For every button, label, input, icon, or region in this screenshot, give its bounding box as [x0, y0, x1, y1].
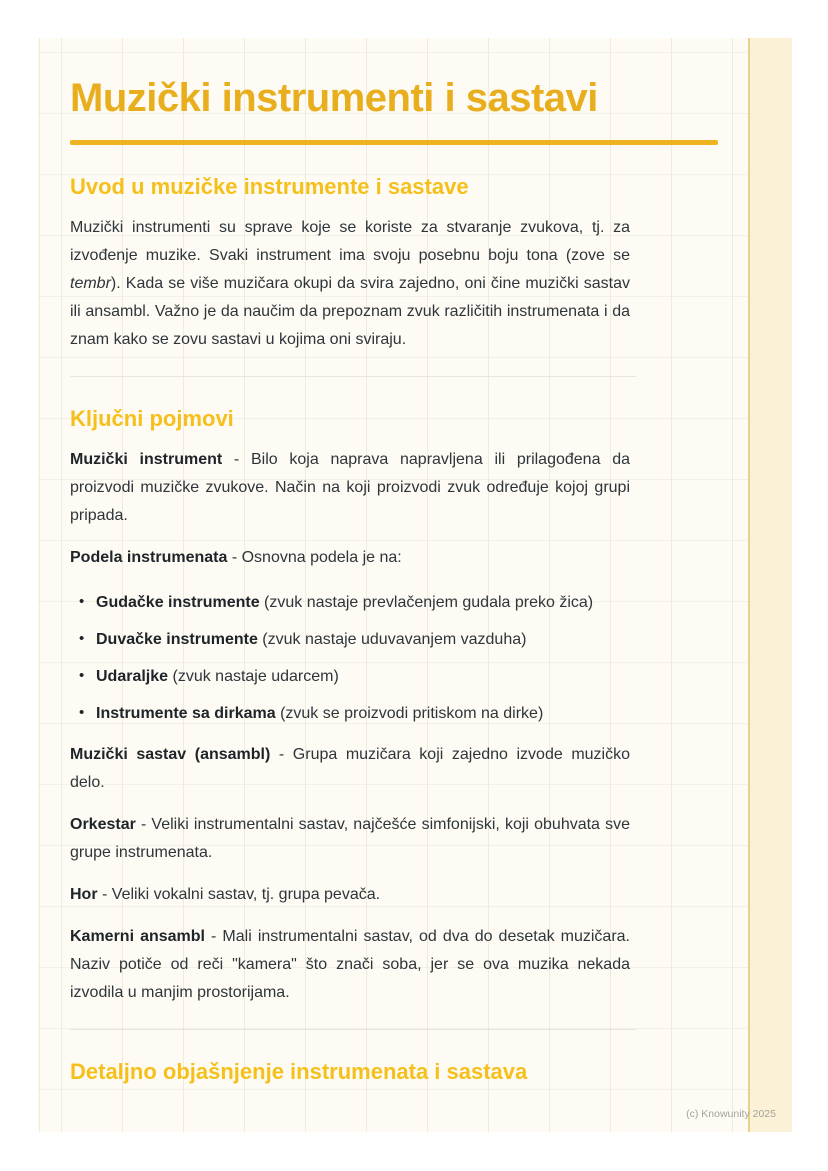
paper-edge-strip: [748, 38, 792, 1132]
document-page: [38, 38, 792, 1132]
term-name: Muzički sastav (ansambl): [70, 746, 271, 763]
page-content: [38, 38, 630, 1085]
term-name: Hor: [70, 886, 98, 903]
list-item: [70, 590, 630, 616]
term-definition: - Veliki instrumentalni sastav, najčešće simfonijski, koji obuhvata sve grupe instrumenata.: [70, 816, 630, 861]
list-item-term: Gudačke instrumente: [96, 594, 260, 611]
list-item: [70, 664, 630, 690]
term-paragraph: [70, 446, 630, 530]
list-item: [70, 627, 630, 653]
title-underline: [70, 140, 718, 145]
list-item-term: Instrumente sa dirkama: [96, 705, 276, 722]
bullet-icon: •: [79, 630, 85, 647]
term-name: Podela instrumenata: [70, 549, 228, 566]
intro-paragraph: [70, 214, 630, 354]
term-paragraph: [70, 811, 630, 867]
section-heading-key-terms: Ključni pojmovi: [70, 406, 234, 431]
term-name: Kamerni ansambl: [70, 928, 205, 945]
term-paragraph: [70, 741, 630, 797]
list-item-definition: (zvuk nastaje prevlačenjem gudala preko žica): [259, 594, 594, 611]
intro-term-italic: tembr: [70, 275, 111, 292]
bullet-icon: •: [79, 704, 85, 721]
list-item: [70, 701, 630, 727]
bullet-icon: •: [79, 593, 85, 610]
term-definition: - Bilo koja naprava napravljena ili prilagođena da proizvodi muzičke zvukove. Način na koji proizvodi zvuk određuje kojoj grupi pripada.: [70, 451, 630, 524]
term-paragraph: [70, 923, 630, 1007]
bullet-icon: •: [79, 667, 85, 684]
term-definition: - Osnovna podela je na:: [227, 549, 402, 566]
section-divider: [70, 1029, 636, 1030]
term-definition: - Grupa muzičara koji zajedno izvode muzičko delo.: [70, 746, 630, 791]
instrument-groups-list: [70, 590, 630, 727]
section-heading-intro: Uvod u muzičke instrumente i sastave: [70, 174, 469, 199]
term-name: Muzički instrument: [70, 451, 223, 468]
list-item-definition: (zvuk se proizvodi pritiskom na dirke): [275, 705, 544, 722]
section-divider: [70, 376, 636, 377]
section-heading-detail: Detaljno objašnjenje instrumenata i sastava: [70, 1059, 528, 1084]
term-name: Orkestar: [70, 816, 136, 833]
list-item-definition: (zvuk nastaje udarcem): [168, 668, 339, 685]
list-item-definition: (zvuk nastaje uduvavanjem vazduha): [257, 631, 527, 648]
list-item-term: Udaraljke: [96, 668, 169, 685]
page-title: Muzički instrumenti i sastavi: [70, 76, 598, 120]
copyright-note: (c) Knowunity 2025: [686, 1108, 776, 1120]
term-definition: - Veliki vokalni sastav, tj. grupa pevača.: [97, 886, 381, 903]
term-definition: - Mali instrumentalni sastav, od dva do desetak muzičara. Naziv potiče od reči "kamera" što znači soba, jer se ova muzika nekada izvodila u manjim prostorijama.: [70, 928, 630, 1001]
list-item-term: Duvačke instrumente: [96, 631, 258, 648]
intro-text-1: Muzički instrumenti su sprave koje se koriste za stvaranje zvukova, tj. za izvođenje muzike. Svaki instrument ima svoju posebnu boju tona (zove se: [70, 219, 630, 264]
term-paragraph: [70, 544, 630, 572]
term-paragraph: [70, 881, 630, 909]
intro-text-2: ). Kada se više muzičara okupi da svira zajedno, oni čine muzički sastav ili ansambl. Važno je da naučim da prepoznam zvuk različitih instrumenata i da znam kako se zovu sastavi u kojima oni sviraju.: [70, 275, 630, 348]
